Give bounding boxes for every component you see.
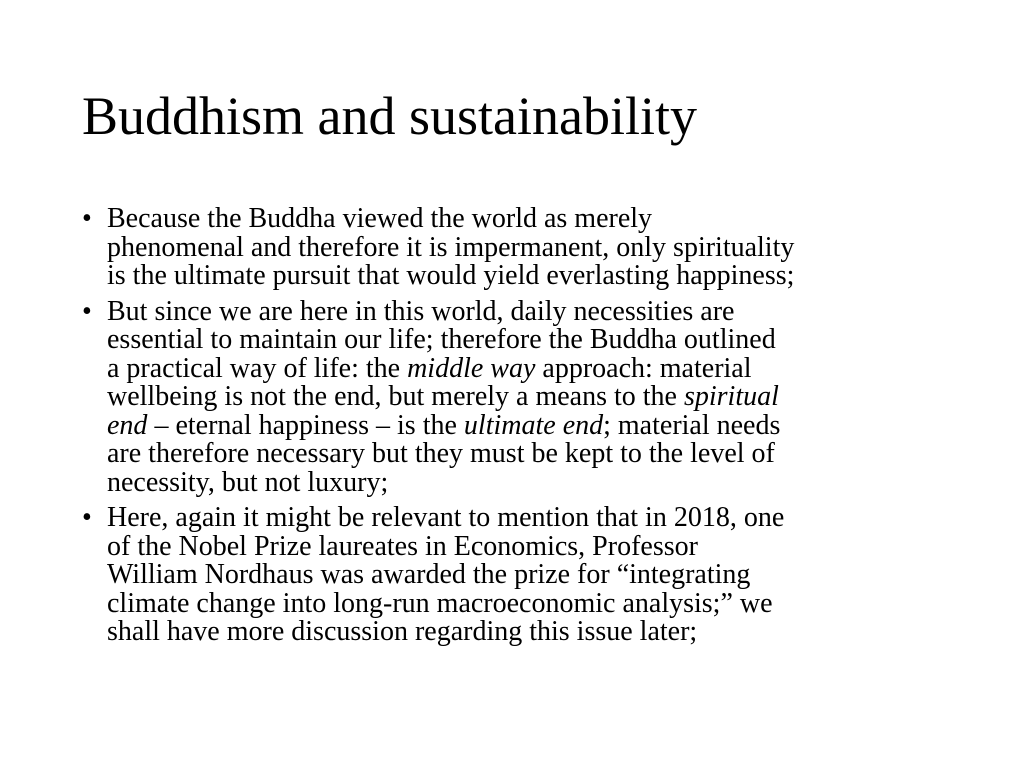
bullet-line: [107, 618, 952, 647]
bullet-line: [107, 504, 952, 533]
bullet-text: [107, 295, 952, 498]
bullet-line: [107, 409, 952, 441]
bullet-item: [82, 205, 952, 291]
text-run: a practical way of life: the: [107, 352, 408, 384]
bullet-line: [107, 231, 952, 263]
bullet-item: [82, 504, 952, 647]
slide-title: Buddhism and sustainability: [82, 86, 697, 146]
bullet-text: [107, 205, 952, 291]
text-run: – eternal happiness – is the: [147, 409, 464, 441]
bullet-line: [107, 383, 952, 412]
text-run: Here, again it might be relevant to mention that in 2018, one: [107, 502, 785, 533]
text-run: William Nordhaus was awarded the prize for “integrating: [107, 559, 751, 590]
text-run: climate change into long-run macroeconomic analysis;” we: [107, 587, 773, 619]
text-run: essential to maintain our life; therefore the Buddha outlined: [107, 324, 776, 355]
text-run: ; material needs: [603, 409, 781, 441]
text-run: are therefore necessary but they must be kept to the level of: [107, 438, 775, 469]
italic-text: middle way: [407, 352, 536, 384]
bullet-item: [82, 295, 952, 498]
text-run: of the Nobel Prize laureates in Economics, Professor: [107, 530, 698, 562]
bullet-line: [107, 587, 952, 619]
text-run: shall have more discussion regarding this issue later;: [107, 616, 698, 647]
text-run: But since we are here in this world, daily necessities are: [107, 295, 735, 327]
italic-text: end: [107, 409, 148, 441]
bullet-line: [107, 352, 952, 384]
bullet-dot-icon: •: [82, 295, 92, 327]
bullet-text: [107, 504, 952, 647]
bullet-line: [107, 466, 952, 498]
text-run: phenomenal and therefore it is impermanent, only spirituality: [107, 231, 795, 263]
bullet-line: [107, 530, 952, 562]
bullet-line: [107, 295, 952, 327]
bullet-list: [82, 205, 952, 654]
bullet-dot-icon: •: [82, 203, 92, 234]
italic-text: spiritual: [683, 381, 779, 412]
text-run: approach: material: [535, 352, 752, 384]
bullet-line: [107, 262, 952, 291]
italic-text: ultimate end: [463, 409, 604, 441]
bullet-line: [107, 326, 952, 355]
bullet-line: [107, 561, 952, 590]
text-run: Because the Buddha viewed the world as merely: [107, 203, 653, 234]
text-run: wellbeing is not the end, but merely a means to the: [107, 381, 684, 412]
text-run: necessity, but not luxury;: [107, 466, 389, 498]
bullet-line: [107, 205, 952, 234]
bullet-dot-icon: •: [82, 502, 92, 533]
bullet-line: [107, 440, 952, 469]
text-run: is the ultimate pursuit that would yield everlasting happiness;: [107, 260, 795, 291]
